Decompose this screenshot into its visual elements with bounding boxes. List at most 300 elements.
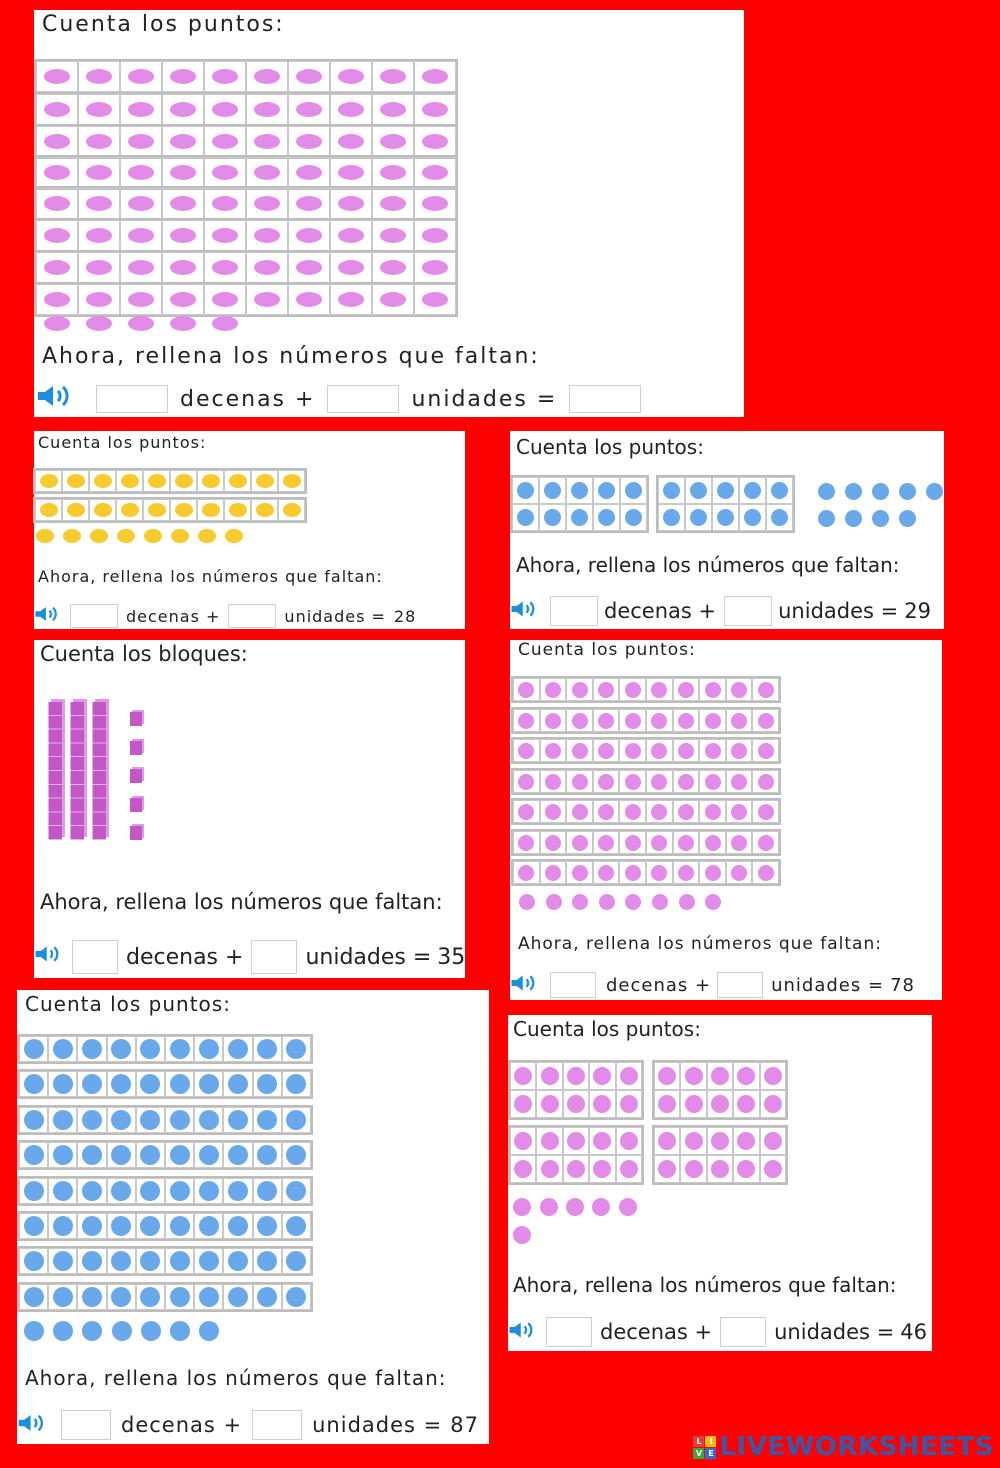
dot <box>170 69 196 84</box>
dot <box>518 713 534 729</box>
dot <box>170 1287 190 1307</box>
units-input[interactable] <box>724 596 772 626</box>
dot <box>625 804 641 820</box>
dot <box>170 165 196 180</box>
dot <box>625 482 642 499</box>
dot <box>545 713 561 729</box>
dot <box>422 228 448 243</box>
dot <box>422 69 448 84</box>
dot <box>170 1074 190 1094</box>
tens-label: decenas + <box>126 606 221 626</box>
dot <box>764 1095 782 1113</box>
dot <box>818 483 835 500</box>
dot <box>598 682 614 698</box>
dot <box>44 228 70 243</box>
dot <box>296 165 322 180</box>
dot <box>82 1145 102 1165</box>
dot <box>620 1132 638 1150</box>
dot <box>380 102 406 117</box>
equation-row <box>510 972 915 998</box>
dot <box>758 774 774 790</box>
base-ten-blocks <box>44 700 194 850</box>
exercise-title: Cuenta los puntos: <box>38 433 207 452</box>
dot <box>625 509 642 526</box>
prompt-text: Ahora, rellena los números que faltan: <box>40 890 443 914</box>
dot <box>198 529 216 543</box>
dot-area <box>510 640 942 920</box>
dot <box>296 69 322 84</box>
tens-input[interactable] <box>72 940 118 974</box>
dot <box>711 1067 729 1085</box>
total-value: 78 <box>890 974 915 996</box>
dot <box>175 474 193 488</box>
dot <box>572 835 588 851</box>
dot <box>199 1287 219 1307</box>
dot <box>199 1039 219 1059</box>
dot <box>422 134 448 149</box>
total-value: 29 <box>904 599 931 623</box>
units-input[interactable] <box>717 972 763 998</box>
equation-row <box>34 603 416 629</box>
dot <box>170 1251 190 1271</box>
dot <box>663 482 680 499</box>
prompt-text: Ahora, rellena los números que faltan: <box>38 567 383 586</box>
dot <box>148 503 166 517</box>
tens-label: decenas + <box>604 599 717 623</box>
dot <box>228 1181 248 1201</box>
dot <box>764 1160 782 1178</box>
dot <box>567 1067 585 1085</box>
exercise-card-2 <box>34 431 465 629</box>
units-label: unidades = <box>771 974 885 996</box>
units-input[interactable] <box>327 385 399 413</box>
dot <box>598 482 615 499</box>
dot <box>758 865 774 881</box>
units-label: unidades = <box>284 606 386 626</box>
dot <box>82 1181 102 1201</box>
dot <box>212 228 238 243</box>
dot <box>567 1132 585 1150</box>
dot <box>24 1216 44 1236</box>
dot <box>144 529 162 543</box>
dot <box>598 509 615 526</box>
dot <box>620 1067 638 1085</box>
dot <box>296 228 322 243</box>
exercise-card-5 <box>510 640 942 1000</box>
dot <box>690 482 707 499</box>
logo-badge <box>693 1436 716 1459</box>
exercise-title: Cuenta los bloques: <box>40 642 248 666</box>
dot <box>199 1181 219 1201</box>
dot <box>619 1198 637 1216</box>
dot <box>422 196 448 211</box>
dot <box>758 682 774 698</box>
speaker-icon[interactable] <box>34 942 66 972</box>
dot <box>202 503 220 517</box>
dot <box>717 509 734 526</box>
units-input[interactable] <box>228 604 276 628</box>
dot <box>170 260 196 275</box>
tens-input[interactable] <box>550 596 598 626</box>
dot <box>128 260 154 275</box>
dot <box>63 529 81 543</box>
dot <box>24 1287 44 1307</box>
dot <box>86 196 112 211</box>
dot <box>82 1039 102 1059</box>
dot <box>254 102 280 117</box>
dot <box>545 774 561 790</box>
dot <box>94 503 112 517</box>
dot <box>625 894 641 910</box>
unit-cube <box>130 769 142 783</box>
dot <box>541 1067 559 1085</box>
dot <box>625 865 641 881</box>
dot <box>541 1095 559 1113</box>
tens-label: decenas + <box>606 974 712 996</box>
dot <box>82 1110 102 1130</box>
dot <box>651 682 667 698</box>
dot <box>422 260 448 275</box>
speaker-icon[interactable] <box>36 384 78 414</box>
dot <box>572 743 588 759</box>
dot <box>128 228 154 243</box>
dot <box>199 1074 219 1094</box>
dot <box>678 804 694 820</box>
dot <box>112 1321 132 1341</box>
prompt-text: Ahora, rellena los números que faltan: <box>42 344 540 369</box>
exercise-title: Cuenta los puntos: <box>42 12 285 37</box>
dot <box>764 1067 782 1085</box>
dot <box>711 1095 729 1113</box>
dot <box>296 292 322 307</box>
exercise-card-7 <box>508 1015 932 1351</box>
dot <box>544 482 561 499</box>
units-input[interactable] <box>251 940 297 974</box>
dot <box>685 1095 703 1113</box>
dot <box>296 102 322 117</box>
dot <box>212 260 238 275</box>
dot <box>705 774 721 790</box>
dot <box>128 316 154 331</box>
dot <box>679 894 695 910</box>
total-value: 28 <box>393 606 417 626</box>
dot <box>652 894 668 910</box>
dot <box>544 509 561 526</box>
speaker-icon[interactable] <box>17 1411 51 1440</box>
dot <box>678 835 694 851</box>
dot <box>170 134 196 149</box>
exercise-title: Cuenta los puntos: <box>25 992 231 1016</box>
dot <box>82 1321 102 1341</box>
dot <box>567 1095 585 1113</box>
unit-cube <box>130 741 142 755</box>
dot <box>685 1067 703 1085</box>
dot <box>199 1251 219 1271</box>
equation-row <box>17 1410 479 1440</box>
dot <box>128 69 154 84</box>
dot <box>254 292 280 307</box>
dot <box>212 292 238 307</box>
dot <box>572 774 588 790</box>
dot <box>845 510 862 527</box>
dot <box>256 474 274 488</box>
dot <box>517 509 534 526</box>
dot <box>338 134 364 149</box>
dot <box>598 713 614 729</box>
dot <box>731 713 747 729</box>
speaker-icon[interactable] <box>508 1318 540 1347</box>
dot <box>53 1074 73 1094</box>
dot <box>86 292 112 307</box>
units-label: unidades = <box>774 1320 895 1344</box>
dot <box>199 1321 219 1341</box>
dot <box>678 682 694 698</box>
dot <box>599 894 615 910</box>
dot <box>53 1145 73 1165</box>
dot <box>518 774 534 790</box>
dot <box>24 1110 44 1130</box>
dot <box>199 1145 219 1165</box>
dot <box>228 1074 248 1094</box>
dot-area <box>34 431 465 561</box>
prompt-text: Ahora, rellena los números que faltan: <box>518 934 882 954</box>
dot <box>380 69 406 84</box>
dot <box>228 1110 248 1130</box>
dot <box>212 102 238 117</box>
dot <box>705 835 721 851</box>
dot <box>380 165 406 180</box>
logo-badge-letter: L <box>693 1436 704 1447</box>
dot <box>228 1216 248 1236</box>
dot <box>338 69 364 84</box>
dot <box>758 804 774 820</box>
exercise-title: Cuenta los puntos: <box>518 640 696 660</box>
total-value: 46 <box>900 1320 927 1344</box>
dot <box>283 474 301 488</box>
total-value: 87 <box>450 1413 479 1437</box>
prompt-text: Ahora, rellena los números que faltan: <box>25 1366 447 1390</box>
dot <box>872 510 889 527</box>
dot <box>128 102 154 117</box>
dot <box>338 102 364 117</box>
dot <box>338 260 364 275</box>
tens-input[interactable] <box>96 385 168 413</box>
dot <box>678 713 694 729</box>
dot <box>380 292 406 307</box>
unit-cube <box>130 712 142 726</box>
dot <box>24 1251 44 1271</box>
dot <box>678 865 694 881</box>
tens-rod <box>70 702 84 840</box>
speaker-icon[interactable] <box>510 598 542 625</box>
dot <box>572 804 588 820</box>
dot <box>731 743 747 759</box>
dot <box>705 743 721 759</box>
tens-rod <box>48 702 62 840</box>
dot <box>518 804 534 820</box>
dot <box>625 682 641 698</box>
dot <box>651 774 667 790</box>
dot <box>256 503 274 517</box>
dot <box>744 509 761 526</box>
speaker-icon[interactable] <box>34 604 64 628</box>
dot <box>86 69 112 84</box>
dot <box>651 713 667 729</box>
dot <box>94 474 112 488</box>
dot <box>771 509 788 526</box>
dot <box>67 503 85 517</box>
dot <box>717 482 734 499</box>
tens-label: decenas + <box>180 386 316 412</box>
dot <box>620 1160 638 1178</box>
logo-badge-letter: E <box>705 1448 716 1459</box>
units-input[interactable] <box>720 1317 766 1347</box>
units-input[interactable] <box>252 1410 302 1440</box>
dot <box>517 482 534 499</box>
dot <box>24 1145 44 1165</box>
dot <box>170 228 196 243</box>
logo-badge-letter: I <box>705 1436 716 1447</box>
dot <box>44 165 70 180</box>
unit-cube <box>130 826 142 840</box>
dot <box>380 134 406 149</box>
dot <box>598 743 614 759</box>
dot <box>690 509 707 526</box>
dot <box>24 1181 44 1201</box>
equation-row <box>510 596 931 626</box>
dot <box>44 316 70 331</box>
total-value: 35 <box>437 944 466 970</box>
dot <box>545 804 561 820</box>
logo-badge-letter: V <box>693 1448 704 1459</box>
exercise-card-4 <box>34 640 465 978</box>
dot <box>380 228 406 243</box>
logo-text: LIVEWORKSHEETS <box>719 1432 994 1462</box>
dot <box>170 1145 190 1165</box>
dot <box>422 102 448 117</box>
dot <box>625 713 641 729</box>
tens-input[interactable] <box>546 1317 592 1347</box>
dot <box>86 165 112 180</box>
dot <box>141 1321 161 1341</box>
dot <box>228 1145 248 1165</box>
dot <box>86 316 112 331</box>
dot <box>705 682 721 698</box>
dot <box>422 292 448 307</box>
dot <box>625 835 641 851</box>
dot <box>685 1160 703 1178</box>
dot <box>254 69 280 84</box>
dot <box>229 503 247 517</box>
dot <box>82 1287 102 1307</box>
exercise-card-6 <box>17 990 489 1444</box>
dot <box>731 804 747 820</box>
dot <box>705 865 721 881</box>
dot <box>678 743 694 759</box>
total-input[interactable] <box>569 385 641 413</box>
dot <box>518 835 534 851</box>
dot <box>572 865 588 881</box>
dot <box>545 743 561 759</box>
exercise-title: Cuenta los puntos: <box>513 1017 701 1041</box>
dot <box>170 1216 190 1236</box>
dot <box>572 682 588 698</box>
dot <box>170 196 196 211</box>
dot <box>225 529 243 543</box>
tens-rod <box>92 702 106 840</box>
dot <box>229 474 247 488</box>
dot <box>771 482 788 499</box>
dot <box>651 835 667 851</box>
dot <box>625 774 641 790</box>
dot <box>598 774 614 790</box>
dot <box>254 165 280 180</box>
dot <box>731 774 747 790</box>
dot <box>685 1132 703 1150</box>
equation-row <box>34 940 465 974</box>
dot <box>651 865 667 881</box>
dot <box>53 1216 73 1236</box>
dot <box>128 134 154 149</box>
dot <box>651 804 667 820</box>
dot <box>758 743 774 759</box>
dot <box>228 1251 248 1271</box>
dot <box>711 1132 729 1150</box>
dot <box>170 1039 190 1059</box>
dot <box>541 1160 559 1178</box>
liveworksheets-logo <box>693 1432 994 1462</box>
dot <box>254 134 280 149</box>
dot-area <box>34 10 744 340</box>
dot <box>571 509 588 526</box>
dot <box>128 292 154 307</box>
unit-cube <box>130 798 142 812</box>
tens-input[interactable] <box>61 1410 111 1440</box>
dot-area <box>508 1015 932 1255</box>
dot <box>44 69 70 84</box>
dot <box>926 483 943 500</box>
dot <box>44 292 70 307</box>
equation-row <box>36 384 641 414</box>
speaker-icon[interactable] <box>510 972 542 999</box>
dot <box>148 474 166 488</box>
dot <box>678 774 694 790</box>
dot <box>598 804 614 820</box>
units-label: unidades = <box>312 1413 443 1437</box>
dot <box>212 196 238 211</box>
dot <box>513 1226 531 1244</box>
dot <box>121 503 139 517</box>
dot-area <box>510 431 944 541</box>
dot <box>175 503 193 517</box>
dot <box>744 482 761 499</box>
dot <box>705 894 721 910</box>
dot <box>128 196 154 211</box>
dot <box>513 1198 531 1216</box>
tens-input[interactable] <box>550 972 596 998</box>
tens-input[interactable] <box>70 604 118 628</box>
dot <box>338 165 364 180</box>
dot <box>731 865 747 881</box>
dot <box>899 483 916 500</box>
dot <box>117 529 135 543</box>
exercise-card-1 <box>34 10 744 417</box>
dot <box>545 865 561 881</box>
dot <box>518 682 534 698</box>
dot <box>663 509 680 526</box>
dot <box>171 529 189 543</box>
dot <box>546 894 562 910</box>
